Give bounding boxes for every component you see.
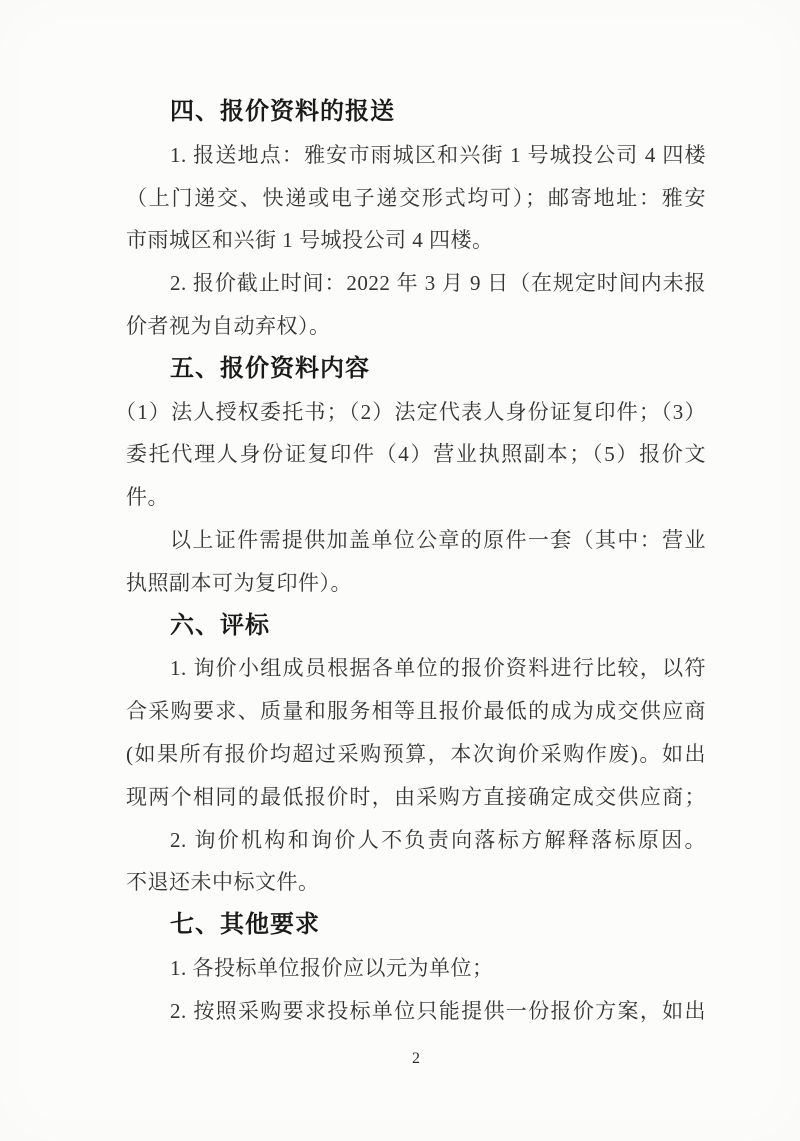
document-line: 1. 询价小组成员根据各单位的报价资料进行比较，以符 xyxy=(170,656,706,681)
document-line: （1）法人授权委托书；（2）法定代表人身份证复印件；（3） xyxy=(115,399,706,424)
document-line: 件。 xyxy=(126,485,169,510)
section-heading: 六、评标 xyxy=(170,611,270,639)
section-heading: 五、报价资料内容 xyxy=(170,354,370,382)
document-line: 2. 按照采购要求投标单位只能提供一份报价方案，如出 xyxy=(170,998,706,1023)
document-body xyxy=(115,91,706,1033)
document-line: （上门递交、快递或电子递交形式均可）；邮寄地址：雅安 xyxy=(126,185,706,210)
document-line: 1. 报送地点：雅安市雨城区和兴街 1 号城投公司 4 四楼 xyxy=(170,142,706,167)
document-line: 不退还未中标文件。 xyxy=(126,870,320,895)
document-line: (如果所有报价均超过采购预算，本次询价采购作废)。如出 xyxy=(126,741,706,766)
page-number: 2 xyxy=(412,1050,420,1067)
document-line: 合采购要求、质量和服务相等且报价最低的成为成交供应商 xyxy=(126,699,706,724)
document-line: 市雨城区和兴街 1 号城投公司 4 四楼。 xyxy=(126,228,494,253)
section-heading: 四、报价资料的报送 xyxy=(170,98,395,125)
document-line: 价者视为自动弃权）。 xyxy=(126,313,331,338)
document-line: 以上证件需提供加盖单位公章的原件一套（其中：营业 xyxy=(170,527,706,552)
document-line: 委托代理人身份证复印件（4）营业执照副本；（5）报价文 xyxy=(126,442,706,467)
document-line: 现两个相同的最低报价时，由采购方直接确定成交供应商； xyxy=(126,784,706,809)
document-line: 执照副本可为复印件）。 xyxy=(126,570,352,595)
document-line: 2. 报价截止时间：2022 年 3 月 9 日（在规定时间内未报 xyxy=(170,271,706,296)
section-heading: 七、其他要求 xyxy=(170,911,320,939)
document-line: 1. 各投标单位报价应以元为单位； xyxy=(170,955,494,980)
document-line: 2. 询价机构和询价人不负责向落标方解释落标原因。 xyxy=(170,827,706,852)
